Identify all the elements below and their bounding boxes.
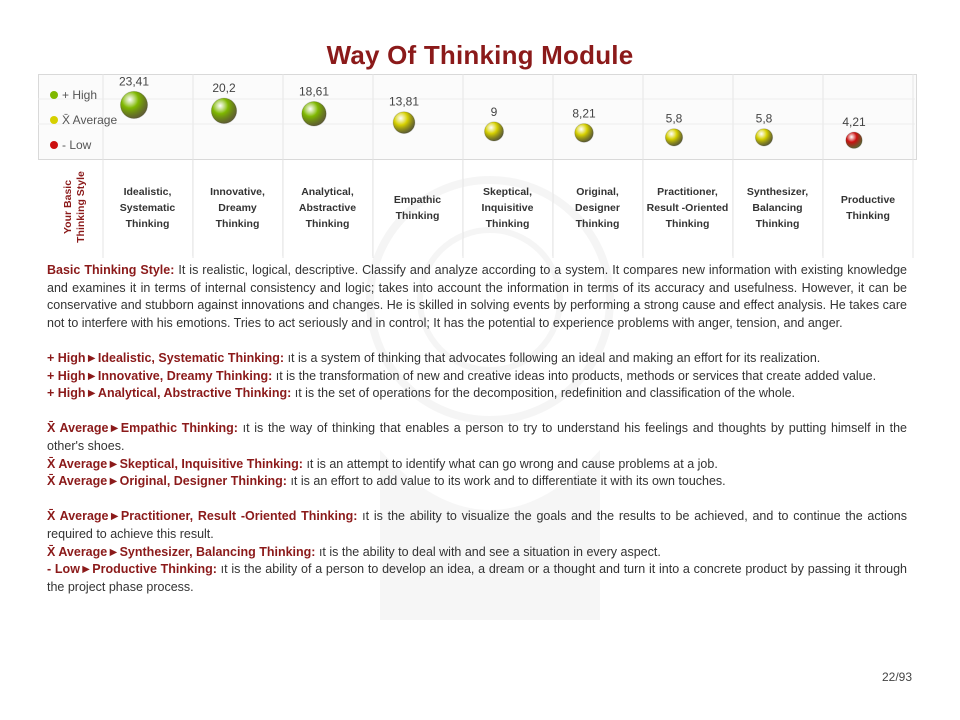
category-label-line: Thinking bbox=[755, 218, 800, 230]
legend-marker-average bbox=[50, 116, 58, 124]
data-point-3 bbox=[302, 102, 326, 126]
level-label: - Low bbox=[47, 562, 80, 577]
legend-marker-low bbox=[50, 141, 58, 149]
category-label-line: Innovative, bbox=[210, 186, 265, 198]
data-point-5 bbox=[484, 122, 503, 141]
data-point-7 bbox=[665, 129, 682, 146]
legend-item-low bbox=[50, 132, 117, 157]
category-label-line: Thinking bbox=[305, 218, 350, 230]
thinking-name: Productive Thinking: bbox=[92, 562, 217, 577]
thinking-name: Innovative, Dreamy Thinking: bbox=[97, 368, 273, 383]
thinking-description bbox=[47, 473, 907, 491]
data-label-3: 18,61 bbox=[298, 84, 330, 99]
page-title: Way Of Thinking Module bbox=[326, 40, 634, 70]
data-label-6: 8,21 bbox=[572, 106, 596, 121]
thinking-description bbox=[47, 508, 907, 543]
data-point-4 bbox=[393, 112, 415, 134]
level-label: X̄ Average bbox=[47, 421, 109, 436]
thinking-name: Empathic Thinking: bbox=[120, 421, 238, 436]
category-label-5 bbox=[463, 160, 553, 256]
thinking-name: Synthesizer, Balancing Thinking: bbox=[119, 544, 316, 559]
category-label-line: Thinking bbox=[125, 218, 170, 230]
data-point-9 bbox=[846, 132, 862, 148]
thinking-name: Original, Designer Thinking: bbox=[119, 474, 287, 489]
data-label-8: 5,8 bbox=[755, 111, 773, 126]
thinking-text: ıt is the ability to deal with and see a situation in every aspect. bbox=[315, 544, 661, 559]
thinking-text: ıt is an attempt to identify what can go wrong and cause problems at a job. bbox=[302, 456, 718, 471]
legend-item-high bbox=[50, 82, 117, 107]
data-label-4: 13,81 bbox=[388, 94, 420, 109]
category-label-line: Thinking bbox=[665, 218, 710, 230]
spacer bbox=[47, 491, 907, 509]
data-label-7: 5,8 bbox=[665, 111, 683, 126]
category-label-8 bbox=[733, 160, 823, 256]
arrow-icon: ► bbox=[85, 386, 98, 401]
description-section bbox=[47, 262, 907, 596]
category-label-7 bbox=[643, 160, 733, 256]
thinking-text: ıt is the way of thinking that enables a person to try to understand his feelings and thoughts by putting himself in the other's shoes. bbox=[47, 421, 907, 453]
legend-label-low: - Low bbox=[62, 137, 92, 152]
level-label: + High bbox=[47, 386, 86, 401]
category-label-line: Thinking bbox=[846, 210, 890, 222]
data-point-2 bbox=[211, 98, 236, 123]
category-label-line: Thinking bbox=[485, 218, 530, 230]
category-label-2 bbox=[193, 160, 283, 256]
thinking-name: Practitioner, Result -Oriented Thinking: bbox=[120, 509, 358, 524]
arrow-icon: ► bbox=[107, 544, 120, 559]
category-label-line: Practitioner, bbox=[657, 186, 718, 198]
spacer bbox=[47, 332, 907, 350]
thinking-text: ıt is a system of thinking that advocates following an ideal and making an effort for its realization. bbox=[284, 350, 821, 365]
chart-legend bbox=[50, 82, 117, 157]
data-point-8 bbox=[755, 129, 772, 146]
arrow-icon: ► bbox=[107, 474, 120, 489]
category-label-line: Result -Oriented bbox=[646, 202, 729, 214]
thinking-description bbox=[47, 561, 907, 596]
category-label-line: Thinking bbox=[395, 210, 440, 222]
category-label-9 bbox=[823, 160, 913, 256]
category-label-1 bbox=[103, 160, 193, 256]
spacer bbox=[47, 403, 907, 421]
basic-style-heading: Basic Thinking Style: bbox=[47, 263, 175, 277]
data-label-5: 9 bbox=[490, 104, 498, 119]
thinking-description bbox=[47, 368, 907, 386]
data-label-1: 23,41 bbox=[118, 74, 150, 89]
category-label-line: Analytical, bbox=[301, 186, 354, 198]
thinking-text: ıt is the transformation of new and creative ideas into products, methods or services that create added value. bbox=[272, 368, 877, 383]
level-label: X̄ Average bbox=[47, 456, 108, 471]
category-label-line: Dreamy Thinking bbox=[215, 202, 260, 230]
arrow-icon: ► bbox=[108, 421, 121, 436]
category-labels bbox=[103, 160, 915, 256]
thinking-text: ıt is the ability of a person to develop an idea, a dream or a thought and turn it into a concrete product by passing it through the project phase process. bbox=[47, 562, 907, 594]
category-label-line: Original, bbox=[576, 186, 619, 198]
data-label-9: 4,21 bbox=[842, 115, 866, 130]
basic-style-label bbox=[55, 162, 95, 252]
thinking-description bbox=[47, 350, 907, 368]
legend-item-average bbox=[50, 107, 117, 132]
legend-label-high: + High bbox=[62, 87, 98, 102]
category-label-line: Idealistic, bbox=[123, 186, 172, 198]
thinking-description bbox=[47, 456, 907, 474]
level-label: + High bbox=[47, 368, 86, 383]
thinking-text: ıt is the set of operations for the decomposition, redefinition and classification of the whole. bbox=[291, 386, 796, 401]
level-label: X̄ Average bbox=[47, 544, 108, 559]
arrow-icon: ► bbox=[85, 368, 98, 383]
thinking-description bbox=[47, 385, 907, 403]
data-label-2: 20,2 bbox=[212, 81, 236, 96]
category-label-line: Empathic bbox=[393, 194, 442, 206]
page-number: 22/93 bbox=[881, 670, 912, 684]
data-point-1 bbox=[120, 91, 147, 118]
level-label: X̄ Average bbox=[47, 474, 108, 489]
thinking-description bbox=[47, 420, 907, 455]
thinking-description bbox=[47, 544, 907, 562]
thinking-descriptions bbox=[47, 332, 907, 596]
thinking-name: Skeptical, Inquisitive Thinking: bbox=[119, 456, 303, 471]
arrow-icon: ► bbox=[85, 350, 98, 365]
category-label-line: Abstractive bbox=[298, 202, 357, 214]
category-label-line: Thinking bbox=[575, 218, 620, 230]
thinking-name: Idealistic, Systematic Thinking: bbox=[97, 350, 285, 365]
legend-marker-high bbox=[50, 91, 58, 99]
legend-label-average: X̄ Average bbox=[62, 112, 118, 127]
thinking-text: ıt is the ability to visualize the goals and the results to be achieved, and to continue the actions required to achieve this result. bbox=[47, 509, 908, 541]
arrow-icon: ► bbox=[79, 562, 93, 577]
category-label-line: Inquisitive bbox=[481, 202, 534, 214]
category-label-line: Productive bbox=[840, 194, 896, 206]
category-label-line: Skeptical, bbox=[482, 186, 533, 198]
basic-style-text: It is realistic, logical, descriptive. Classify and analyze according to a system. It compares new information with existing knowledge and examines it in terms of internal consistency and logic; takes into account the information in terms of its accuracy and usefulness. However, it can be conservative and stubborn against innovations and changes. He is skilled in solving events by performing a strong cause and effect analysis. He takes care not to interfere with his emotions. Tries to act seriously and in control; It has the potential to experience problems with anger, tension, and anger. bbox=[47, 263, 907, 330]
basic-style-label-line-1: Your Basic bbox=[62, 179, 74, 235]
category-label-4 bbox=[373, 160, 463, 256]
level-label: + High bbox=[47, 350, 86, 365]
basic-style-label-line-2: Thinking Style bbox=[75, 171, 87, 243]
thinking-name: Analytical, Abstractive Thinking: bbox=[97, 386, 292, 401]
arrow-icon: ► bbox=[107, 456, 120, 471]
category-label-3 bbox=[283, 160, 373, 256]
thinking-text: ıt is an effort to add value to its work and to differentiate it with its own touches. bbox=[286, 474, 726, 489]
category-label-line: Systematic bbox=[119, 202, 176, 214]
category-label-line: Synthesizer, bbox=[746, 186, 809, 198]
arrow-icon: ► bbox=[108, 509, 121, 524]
category-label-6 bbox=[553, 160, 643, 256]
level-label: X̄ Average bbox=[47, 509, 109, 524]
data-point-6 bbox=[575, 124, 594, 143]
category-label-line: Balancing bbox=[752, 202, 803, 214]
category-label-line: Designer bbox=[575, 202, 620, 214]
basic-style-paragraph bbox=[47, 262, 907, 332]
